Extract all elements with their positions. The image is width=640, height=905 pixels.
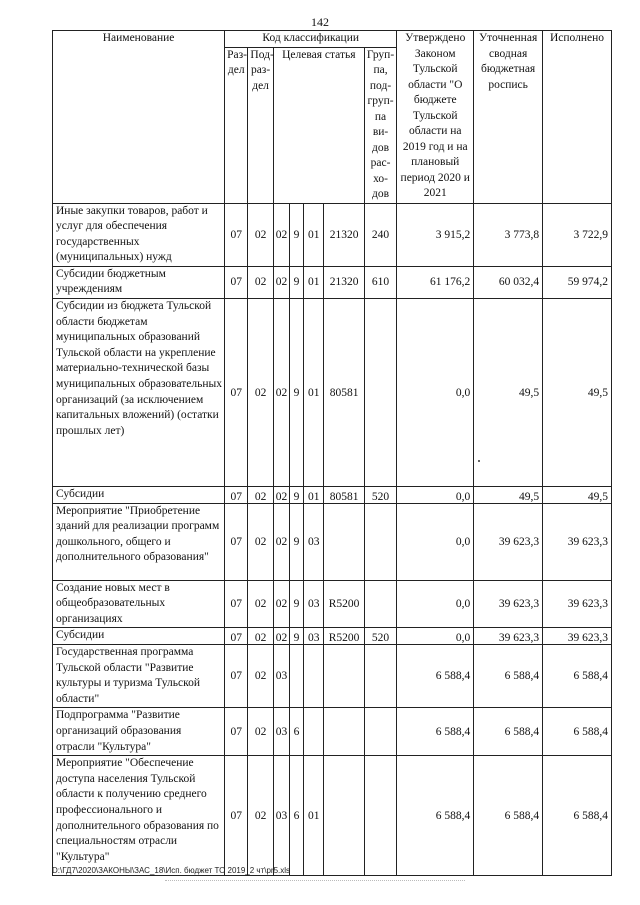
cell-target-3 xyxy=(304,645,324,708)
header-podrazdel: Под-раз-дел xyxy=(248,47,273,203)
cell-target-3: 03 xyxy=(304,628,324,645)
cell-podrazdel: 02 xyxy=(248,266,273,298)
table-row xyxy=(53,203,612,266)
cell-target-1: 02 xyxy=(273,299,289,487)
cell-razdel: 07 xyxy=(225,203,248,266)
table-row xyxy=(53,645,612,708)
table-row xyxy=(53,503,612,580)
scan-speck xyxy=(478,460,480,462)
cell-name: Государственная программа Тульской области "Развитие культуры и туризма Тульской области" xyxy=(53,645,225,708)
cell-executed: 39 623,3 xyxy=(543,580,612,628)
cell-executed: 6 588,4 xyxy=(543,645,612,708)
cell-razdel: 07 xyxy=(225,299,248,487)
cell-target-3 xyxy=(304,708,324,756)
cell-name: Мероприятие "Обеспечение доступа населения Тульской области к получению среднего профессионального и дополнительного образования по специальностям отрасли "Культура" xyxy=(53,756,225,876)
cell-group xyxy=(364,756,396,876)
cell-target-1: 03 xyxy=(273,708,289,756)
cell-name: Субсидии бюджетным учреждениям xyxy=(53,266,225,298)
cell-refined: 3 773,8 xyxy=(474,203,543,266)
cell-target-1: 02 xyxy=(273,580,289,628)
cell-razdel: 07 xyxy=(225,503,248,580)
table-row xyxy=(53,756,612,876)
cell-executed: 49,5 xyxy=(543,487,612,504)
table-row xyxy=(53,266,612,298)
cell-target-1: 03 xyxy=(273,645,289,708)
cell-target-2: 6 xyxy=(289,708,303,756)
table-row xyxy=(53,487,612,504)
cell-podrazdel: 02 xyxy=(248,487,273,504)
cell-approved: 0,0 xyxy=(397,580,474,628)
cell-refined: 39 623,3 xyxy=(474,628,543,645)
cell-target-4: R5200 xyxy=(324,628,365,645)
cell-refined: 6 588,4 xyxy=(474,756,543,876)
cell-name: Субсидии xyxy=(53,628,225,645)
cell-approved: 0,0 xyxy=(397,487,474,504)
cell-executed: 59 974,2 xyxy=(543,266,612,298)
header-group: Груп-па, под-груп-па ви-дов рас-хо-дов xyxy=(364,47,396,203)
cell-target-2: 9 xyxy=(289,266,303,298)
cell-executed: 39 623,3 xyxy=(543,503,612,580)
cell-name: Мероприятие "Приобретение зданий для реализации программ дошкольного, общего и дополнительного образования" xyxy=(53,503,225,580)
cell-approved: 0,0 xyxy=(397,503,474,580)
cell-target-4: 80581 xyxy=(324,299,365,487)
cell-name: Иные закупки товаров, работ и услуг для обеспечения государственных (муниципальных) нужд xyxy=(53,203,225,266)
cell-name: Подпрограмма "Развитие организаций образования отрасли "Культура" xyxy=(53,708,225,756)
cell-name: Создание новых мест в общеобразовательных организациях xyxy=(53,580,225,628)
cell-razdel: 07 xyxy=(225,580,248,628)
cell-group xyxy=(364,645,396,708)
cell-target-2: 6 xyxy=(289,756,303,876)
cell-target-2: 9 xyxy=(289,628,303,645)
cell-group xyxy=(364,503,396,580)
header-name: Наименование xyxy=(53,31,225,204)
cell-target-1: 02 xyxy=(273,266,289,298)
cell-target-2: 9 xyxy=(289,580,303,628)
cell-group: 240 xyxy=(364,203,396,266)
page-number: 142 xyxy=(311,15,329,29)
cell-podrazdel: 02 xyxy=(248,708,273,756)
cell-target-3: 03 xyxy=(304,580,324,628)
cell-podrazdel: 02 xyxy=(248,756,273,876)
cell-podrazdel: 02 xyxy=(248,299,273,487)
cell-executed: 39 623,3 xyxy=(543,628,612,645)
cell-refined: 6 588,4 xyxy=(474,708,543,756)
cell-podrazdel: 02 xyxy=(248,628,273,645)
cell-razdel: 07 xyxy=(225,266,248,298)
cell-group xyxy=(364,299,396,487)
cell-group xyxy=(364,580,396,628)
cell-target-4: 21320 xyxy=(324,266,365,298)
cell-refined: 6 588,4 xyxy=(474,645,543,708)
cell-approved: 0,0 xyxy=(397,628,474,645)
table-body xyxy=(53,203,612,876)
cell-target-3: 01 xyxy=(304,266,324,298)
cell-refined: 39 623,3 xyxy=(474,503,543,580)
header-executed: Исполнено xyxy=(543,31,612,204)
header-code-group: Код классификации xyxy=(225,31,397,48)
cell-target-3: 01 xyxy=(304,299,324,487)
cell-target-2: 9 xyxy=(289,299,303,487)
cell-target-3: 03 xyxy=(304,503,324,580)
cell-target-1: 02 xyxy=(273,628,289,645)
cell-razdel: 07 xyxy=(225,487,248,504)
cell-name: Субсидии из бюджета Тульской области бюджетам муниципальных образований Тульской области на укрепление материально-технической базы муниципальных образовательных организаций (за исключением капитальных вложений) (остатки прошлых лет) xyxy=(53,299,225,487)
cell-target-4 xyxy=(324,503,365,580)
cell-approved: 6 588,4 xyxy=(397,756,474,876)
cell-refined: 39 623,3 xyxy=(474,580,543,628)
cell-podrazdel: 02 xyxy=(248,580,273,628)
cell-approved: 61 176,2 xyxy=(397,266,474,298)
cell-executed: 6 588,4 xyxy=(543,708,612,756)
table-row xyxy=(53,299,612,487)
cell-approved: 6 588,4 xyxy=(397,708,474,756)
header-razdel: Раз-дел xyxy=(225,47,248,203)
cell-target-4: 80581 xyxy=(324,487,365,504)
cell-name: Субсидии xyxy=(53,487,225,504)
cell-podrazdel: 02 xyxy=(248,503,273,580)
header-target: Целевая статья xyxy=(273,47,364,203)
cell-group: 520 xyxy=(364,487,396,504)
footer-file-path: D:\ГД7\2020\ЗАКОНЫ\ЗАС_18\Исп. бюджет ТО 2019_2 чт\pr5.xls xyxy=(52,866,291,875)
table-header xyxy=(53,31,612,204)
cell-refined: 49,5 xyxy=(474,487,543,504)
cell-target-1: 02 xyxy=(273,487,289,504)
cell-target-1: 03 xyxy=(273,756,289,876)
header-approved: Утверждено Законом Тульской области "О бюджете Тульской области на 2019 год и на плановый период 2020 и 2021 xyxy=(397,31,474,204)
cell-target-2: 9 xyxy=(289,503,303,580)
cell-target-4 xyxy=(324,708,365,756)
cell-razdel: 07 xyxy=(225,708,248,756)
cell-razdel: 07 xyxy=(225,645,248,708)
cell-target-4 xyxy=(324,756,365,876)
cell-target-2: 9 xyxy=(289,487,303,504)
cell-group: 520 xyxy=(364,628,396,645)
cell-refined: 60 032,4 xyxy=(474,266,543,298)
cell-target-4 xyxy=(324,645,365,708)
cell-approved: 0,0 xyxy=(397,299,474,487)
cell-group: 610 xyxy=(364,266,396,298)
cell-target-4: R5200 xyxy=(324,580,365,628)
cell-target-2: 9 xyxy=(289,203,303,266)
cell-executed: 49,5 xyxy=(543,299,612,487)
table-row xyxy=(53,708,612,756)
cell-target-1: 02 xyxy=(273,503,289,580)
cell-approved: 3 915,2 xyxy=(397,203,474,266)
table-row xyxy=(53,580,612,628)
table-row xyxy=(53,628,612,645)
cell-executed: 6 588,4 xyxy=(543,756,612,876)
cell-group xyxy=(364,708,396,756)
cell-target-1: 02 xyxy=(273,203,289,266)
cell-razdel: 07 xyxy=(225,628,248,645)
cell-approved: 6 588,4 xyxy=(397,645,474,708)
cell-target-3: 01 xyxy=(304,487,324,504)
cell-podrazdel: 02 xyxy=(248,203,273,266)
cell-executed: 3 722,9 xyxy=(543,203,612,266)
cell-refined: 49,5 xyxy=(474,299,543,487)
cell-target-3: 01 xyxy=(304,756,324,876)
cell-target-3: 01 xyxy=(304,203,324,266)
cell-podrazdel: 02 xyxy=(248,645,273,708)
bottom-rule xyxy=(165,880,465,881)
budget-table xyxy=(52,30,612,876)
cell-razdel: 07 xyxy=(225,756,248,876)
header-refined: Уточненная сводная бюджетная роспись xyxy=(474,31,543,204)
cell-target-2 xyxy=(289,645,303,708)
cell-target-4: 21320 xyxy=(324,203,365,266)
